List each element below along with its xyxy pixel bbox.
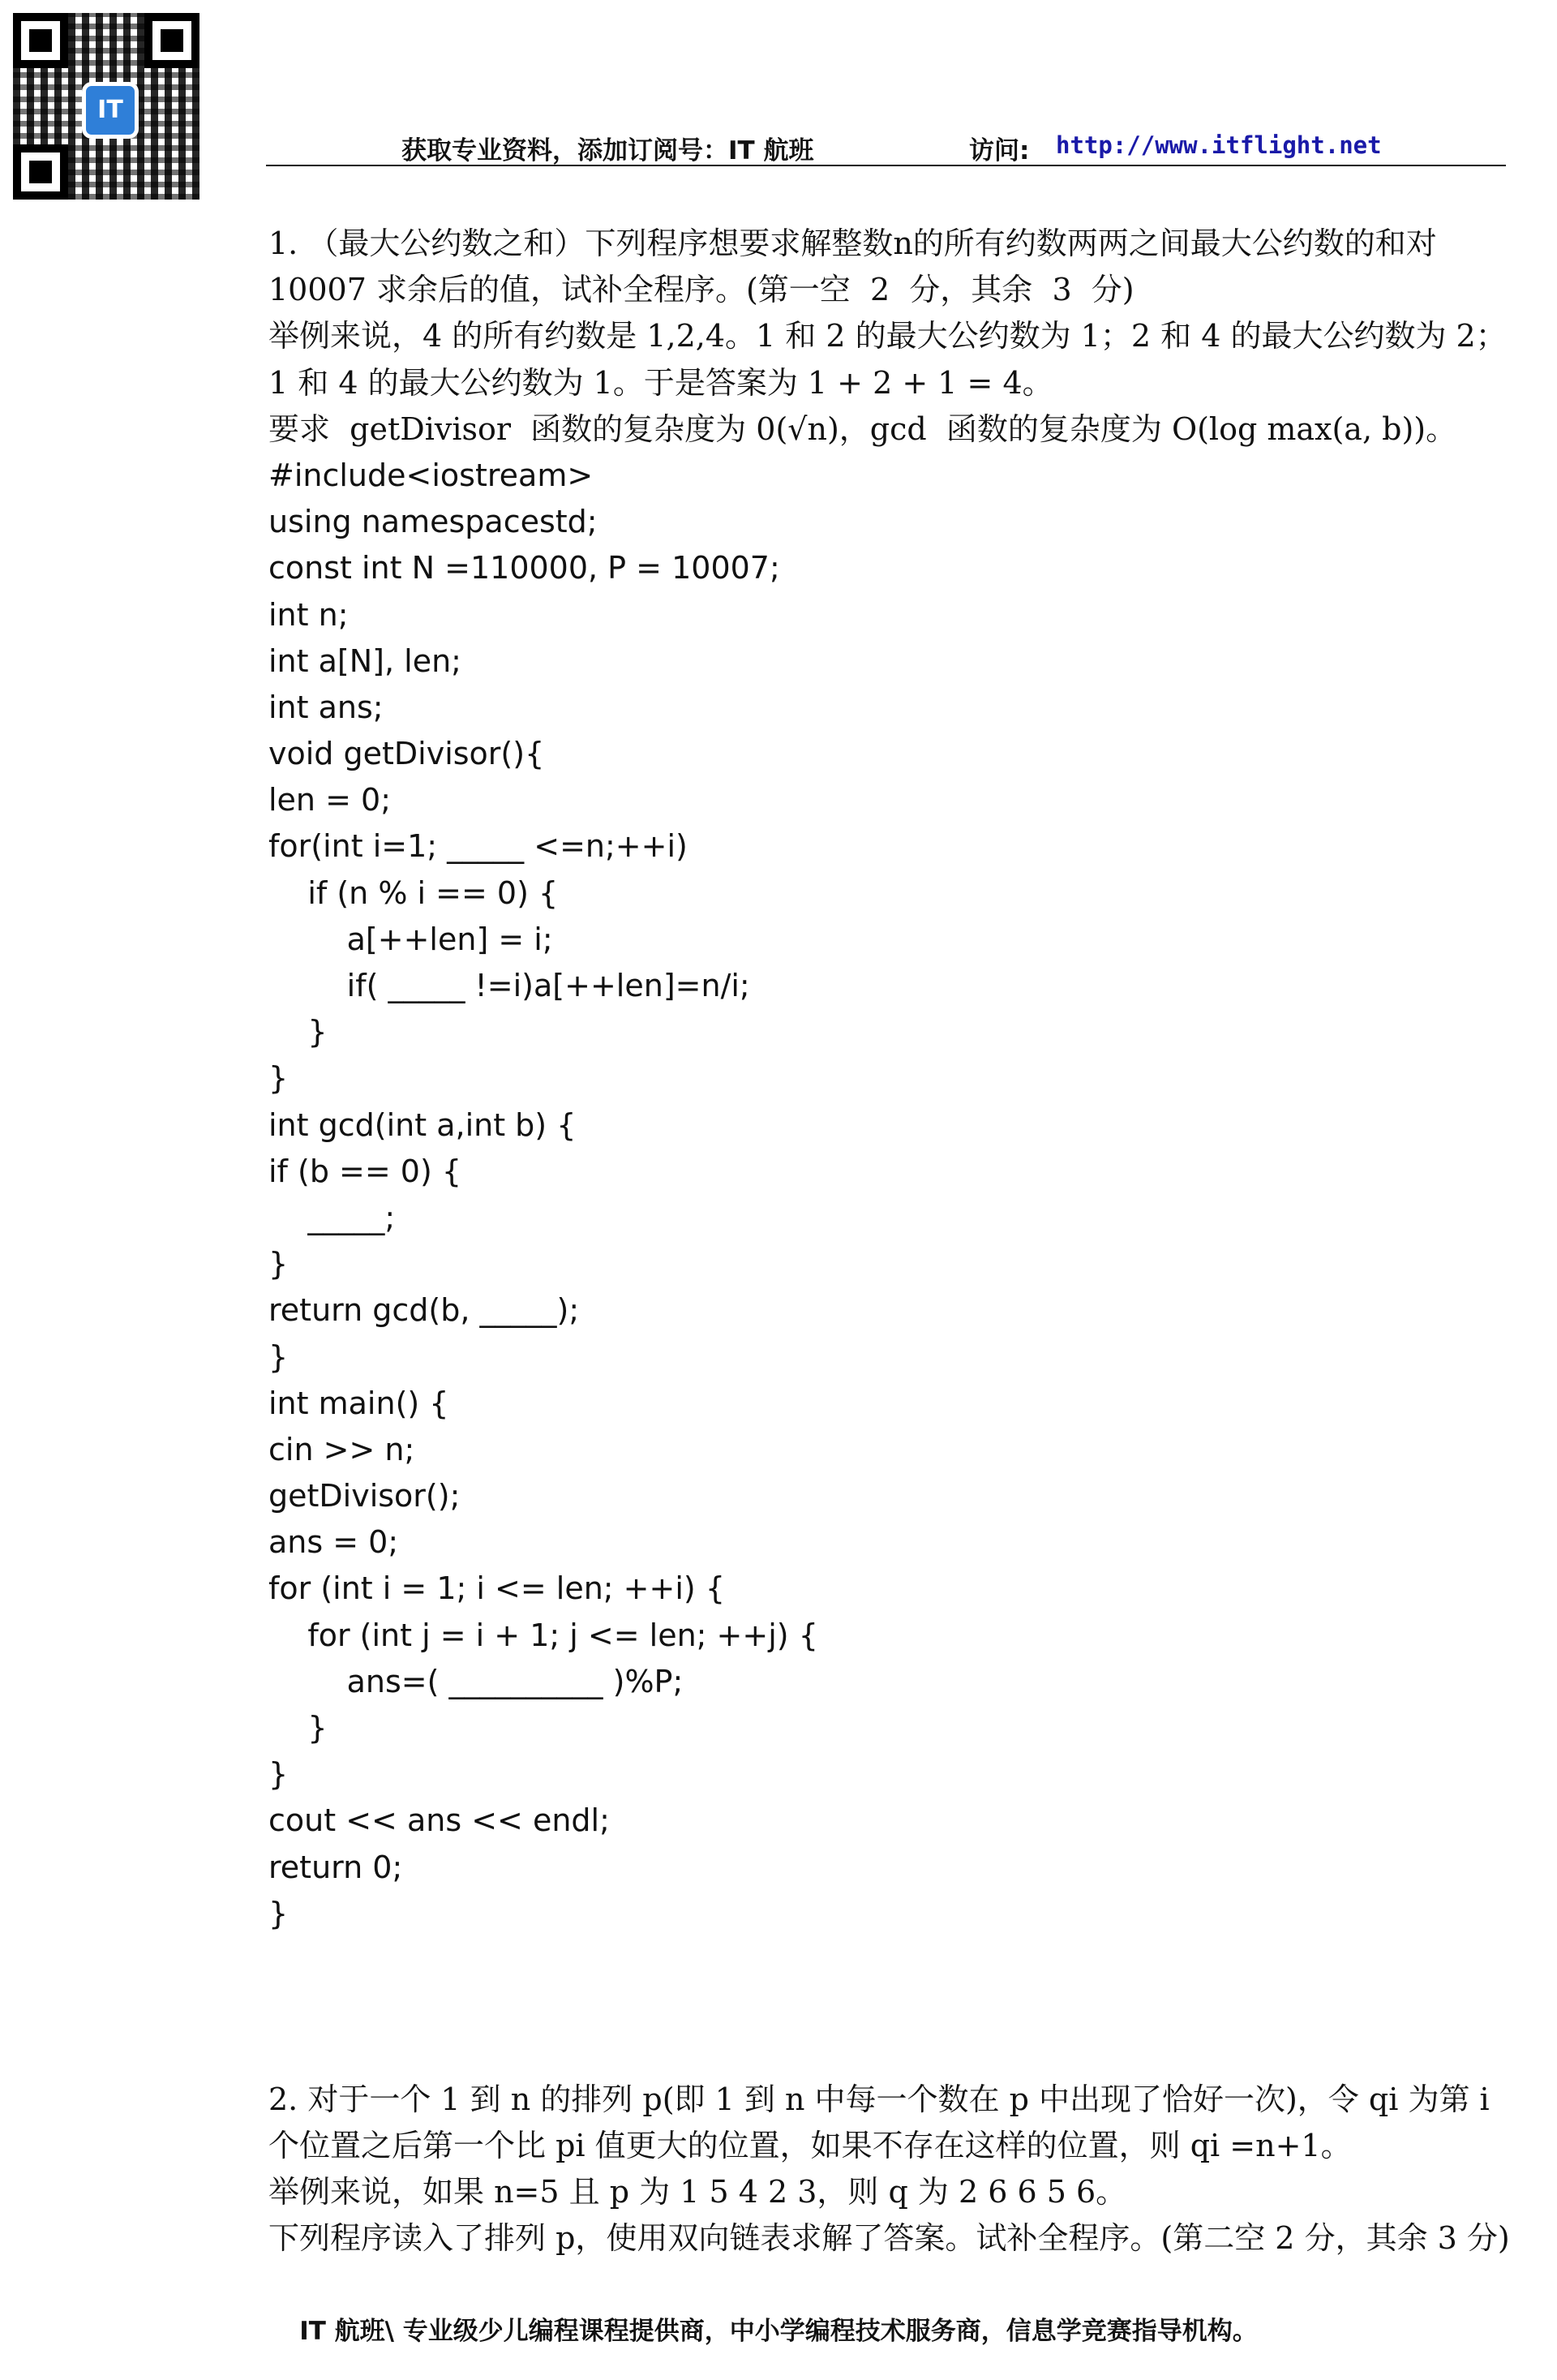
qr-finder-top-left: [13, 13, 68, 68]
code-line: for (int i = 1; i <= len; ++i) {: [268, 1570, 726, 1607]
code-line: using namespacestd;: [268, 504, 598, 540]
header-promo-text: 获取专业资料，添加订阅号：IT 航班: [401, 136, 814, 165]
code-line: ans = 0;: [268, 1524, 399, 1561]
code-line: if (n % i == 0) {: [268, 874, 559, 911]
code-line: ans=( __________ )%P;: [268, 1663, 684, 1699]
qr-finder-bottom-left: [13, 144, 68, 200]
code-line: if( _____ !=i)a[++len]=n/i;: [268, 968, 750, 1003]
header-url-link[interactable]: http://www.itflight.net: [1056, 131, 1382, 159]
page-footer: IT 航班\ 专业级少儿编程课程提供商，中小学编程技术服务商，信息学竞赛指导机构。: [299, 2317, 1258, 2346]
code-line: #include<iostream>: [268, 457, 594, 493]
code-line: return gcd(b, _____);: [268, 1292, 580, 1329]
question-2-line: 2. 对于一个 1 到 n 的排列 p(即 1 到 n 中每一个数在 p 中出现了恰好一次)，令 qi 为第 i: [268, 2081, 1490, 2117]
code-line: }: [268, 1060, 289, 1097]
section-gap: [268, 1937, 1517, 2077]
question-1-code: [268, 453, 1517, 1937]
code-line: getDivisor();: [268, 1478, 461, 1514]
intro-line: 10007 求余后的值，试补全程序。(第一空 2 分，其余 3 分): [268, 272, 1135, 308]
code-line: _____;: [268, 1199, 396, 1235]
question-2-text: [268, 2077, 1517, 2262]
document-body: [268, 221, 1517, 2262]
code-line: }: [268, 1246, 289, 1282]
header-divider: [266, 165, 1506, 166]
code-line: int n;: [268, 596, 349, 633]
code-line: return 0;: [268, 1849, 403, 1885]
intro-line: 要求 getDivisor 函数的复杂度为 0(√n)，gcd 函数的复杂度为 O(log max(a, b))。: [268, 410, 1457, 447]
page-header: [401, 130, 1541, 165]
code-line: len = 0;: [268, 782, 391, 818]
qr-finder-top-right: [144, 13, 199, 68]
code-line: }: [268, 1895, 289, 1931]
code-line: int a[N], len;: [268, 642, 461, 679]
code-line: int gcd(int a,int b) {: [268, 1106, 577, 1143]
code-line: int ans;: [268, 689, 384, 725]
intro-line: 1 和 4 的最大公约数为 1。于是答案为 1 + 2 + 1 = 4。: [268, 364, 1053, 401]
question-1-intro: [268, 221, 1517, 453]
code-line: a[++len] = i;: [268, 921, 553, 957]
header-visit-label: 访问:: [969, 136, 1030, 165]
code-line: int main() {: [268, 1385, 449, 1421]
code-line: }: [268, 1756, 289, 1793]
question-2-line: 举例来说，如果 n=5 且 p 为 1 5 4 2 3，则 q 为 2 6 6 5 6。: [268, 2173, 1127, 2210]
code-line: for (int j = i + 1; j <= len; ++j) {: [268, 1617, 818, 1653]
code-line: }: [268, 1710, 328, 1746]
code-line: const int N =110000, P = 10007;: [268, 550, 780, 586]
qr-logo: IT: [82, 82, 139, 139]
question-2-line: 下列程序读入了排列 p，使用双向链表求解了答案。试补全程序。(第二空 2 分，其余 3 分): [268, 2220, 1510, 2257]
code-line: if (b == 0) {: [268, 1153, 462, 1189]
code-line: }: [268, 1338, 289, 1375]
qr-code: [13, 13, 199, 200]
question-2-line: 个位置之后第一个比 pi 值更大的位置，如果不存在这样的位置，则 qi =n+1。: [268, 2127, 1352, 2163]
intro-line: 1. （最大公约数之和）下列程序想要求解整数n的所有约数两两之间最大公约数的和对: [268, 226, 1437, 261]
code-line: for(int i=1; _____ <=n;++i): [268, 828, 688, 865]
code-line: cin >> n;: [268, 1431, 415, 1467]
code-line: cout << ans << endl;: [268, 1802, 610, 1839]
code-line: }: [268, 1014, 328, 1050]
code-line: void getDivisor(){: [268, 736, 545, 772]
intro-line: 举例来说，4 的所有约数是 1,2,4。1 和 2 的最大公约数为 1；2 和 4 的最大公约数为 2；: [268, 318, 1507, 354]
